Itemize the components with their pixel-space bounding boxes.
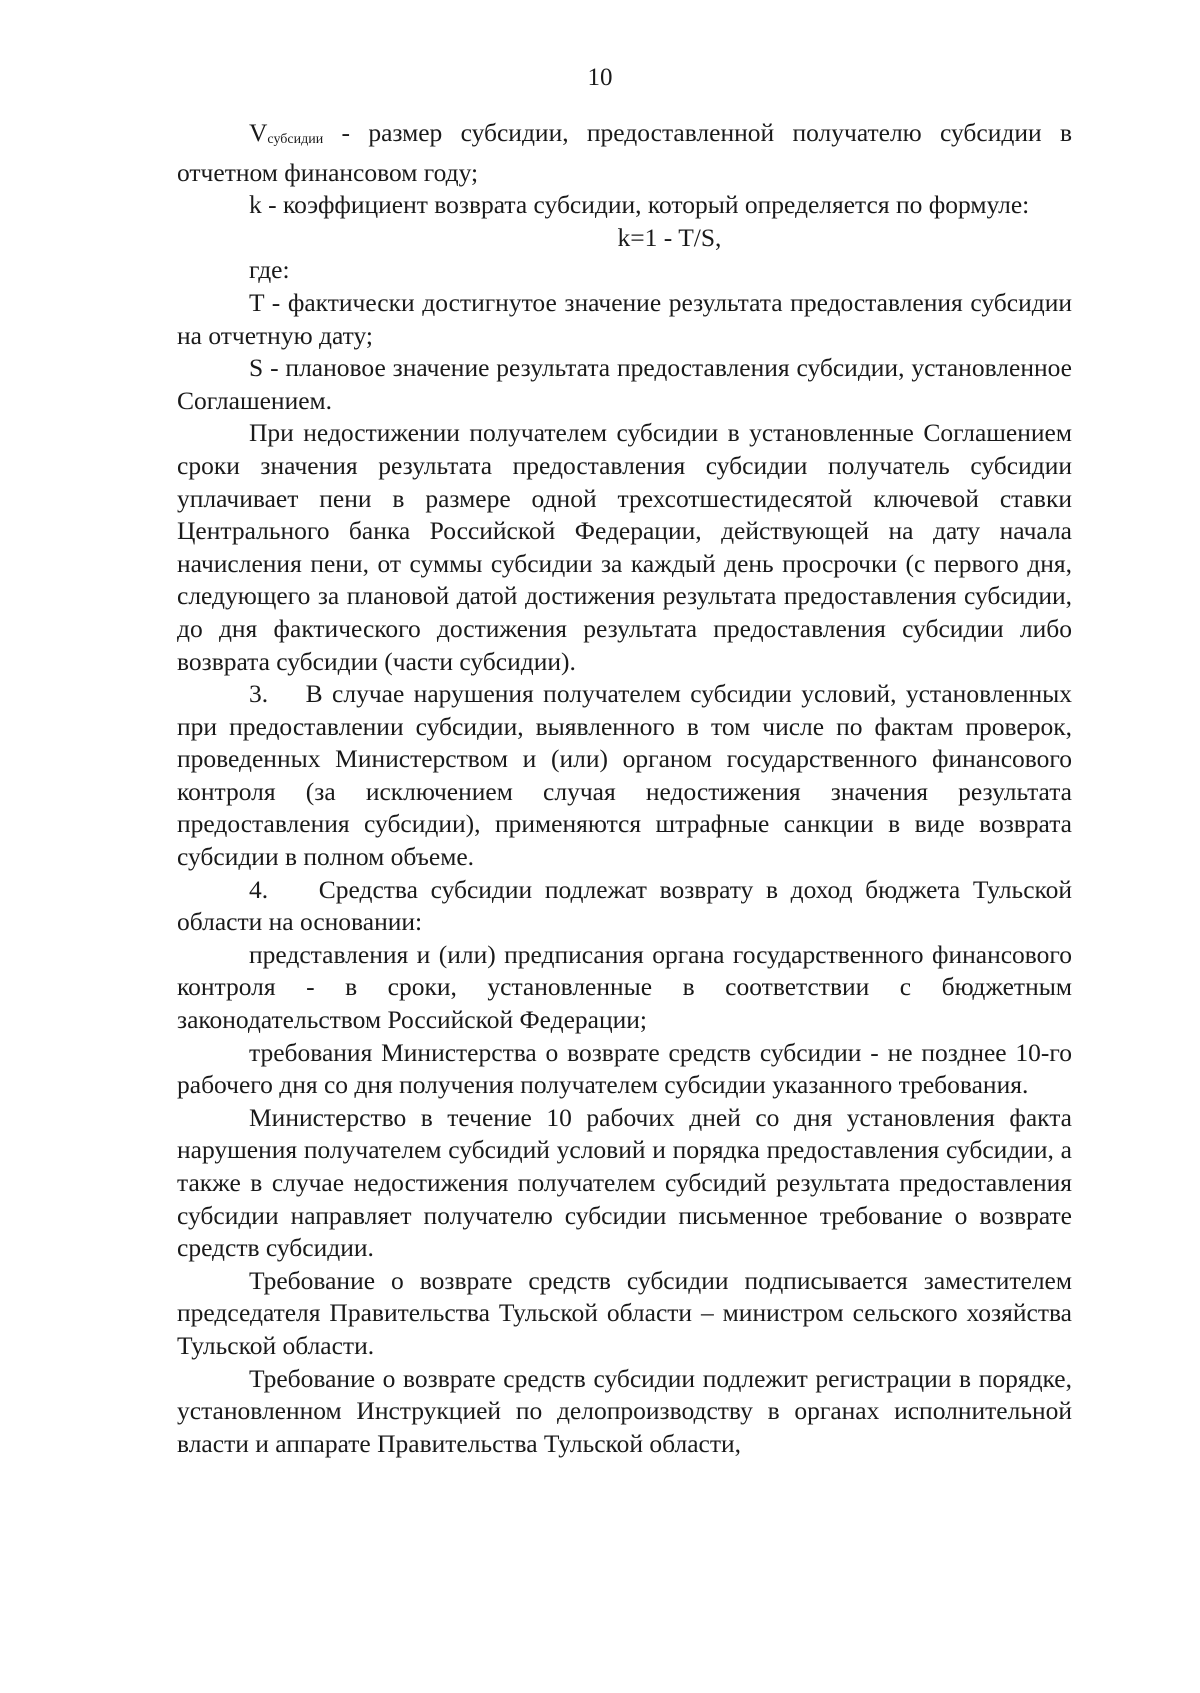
paragraph-item-4-requirement: требования Министерства о возврате средств субсидии - не позднее 10-го рабочего дня со дня получения получателем субсидии указанного требования.: [177, 1037, 1072, 1100]
definition-v: [177, 117, 1072, 189]
formula: k=1 - T/S,: [617, 222, 722, 252]
paragraph-item-4-representation: представления и (или) предписания органа государственного финансового контроля - в сроки, установленные в соответствии с бюджетным законодательством Российской Федерации;: [177, 939, 1072, 1035]
v-subscript: субсидии: [267, 132, 324, 147]
document-body: [177, 117, 1072, 1460]
formula-block: [177, 222, 1072, 255]
page-number: 10: [587, 64, 613, 91]
paragraph-ministry: Министерство в течение 10 рабочих дней со дня установления факта нарушения получателем субсидий условий и порядка предоставления субсидии, а также в случае недостижения получателем субсидий результата предоставления субсидии направляет получателю субсидии письменное требование о возврате средств субсидии.: [177, 1102, 1072, 1263]
v-description: - размер субсидии, предоставленной получателю субсидии в отчетном финансовом году;: [177, 118, 1072, 187]
v-symbol: V: [249, 118, 268, 147]
where-label: где:: [249, 255, 290, 285]
paragraph-item-3: 3. В случае нарушения получателем субсидии условий, установленных при предоставлении субсидии, выявленного в том числе по фактам проверок, проведенных Министерством и (или) органом государственного финансового контроля (за исключением случая недостижения значения результата предоставления субсидии), применяются штрафные санкции в виде возврата субсидии в полном объеме.: [177, 679, 1072, 872]
paragraph-signed: Требование о возврате средств субсидии подписывается заместителем председателя Правительства Тульской области – министром сельского хозяйства Тульской области.: [177, 1265, 1072, 1360]
paragraph-registration: Требование о возврате средств субсидии подлежит регистрации в порядке, установленном Инструкцией по делопроизводству в органах исполнительной власти и аппарате Правительства Тульской области,: [177, 1363, 1072, 1458]
definition-s: S - плановое значение результата предоставления субсидии, установленное Соглашением.: [177, 353, 1072, 415]
definition-t: T - фактически достигнутое значение результата предоставления субсидии на отчетную дату;: [177, 287, 1072, 350]
paragraph-item-4: 4. Средства субсидии подлежат возврату в доход бюджета Тульской области на основании:: [177, 874, 1072, 937]
definition-k: k - коэффициент возврата субсидии, который определяется по формуле:: [249, 190, 1030, 220]
paragraph-penalty: При недостижении получателем субсидии в установленные Соглашением сроки значения результата предоставления субсидии получатель субсидии уплачивает пени в размере одной трехсотшестидесятой ключевой ставки Центрального банка Российской Федерации, действующей на дату начала начисления пени, от суммы субсидии за каждый день просрочки (с первого дня, следующего за плановой датой достижения результата предоставления субсидии, до дня фактического достижения результата предоставления субсидии либо возврата субсидии (части субсидии).: [177, 418, 1072, 676]
